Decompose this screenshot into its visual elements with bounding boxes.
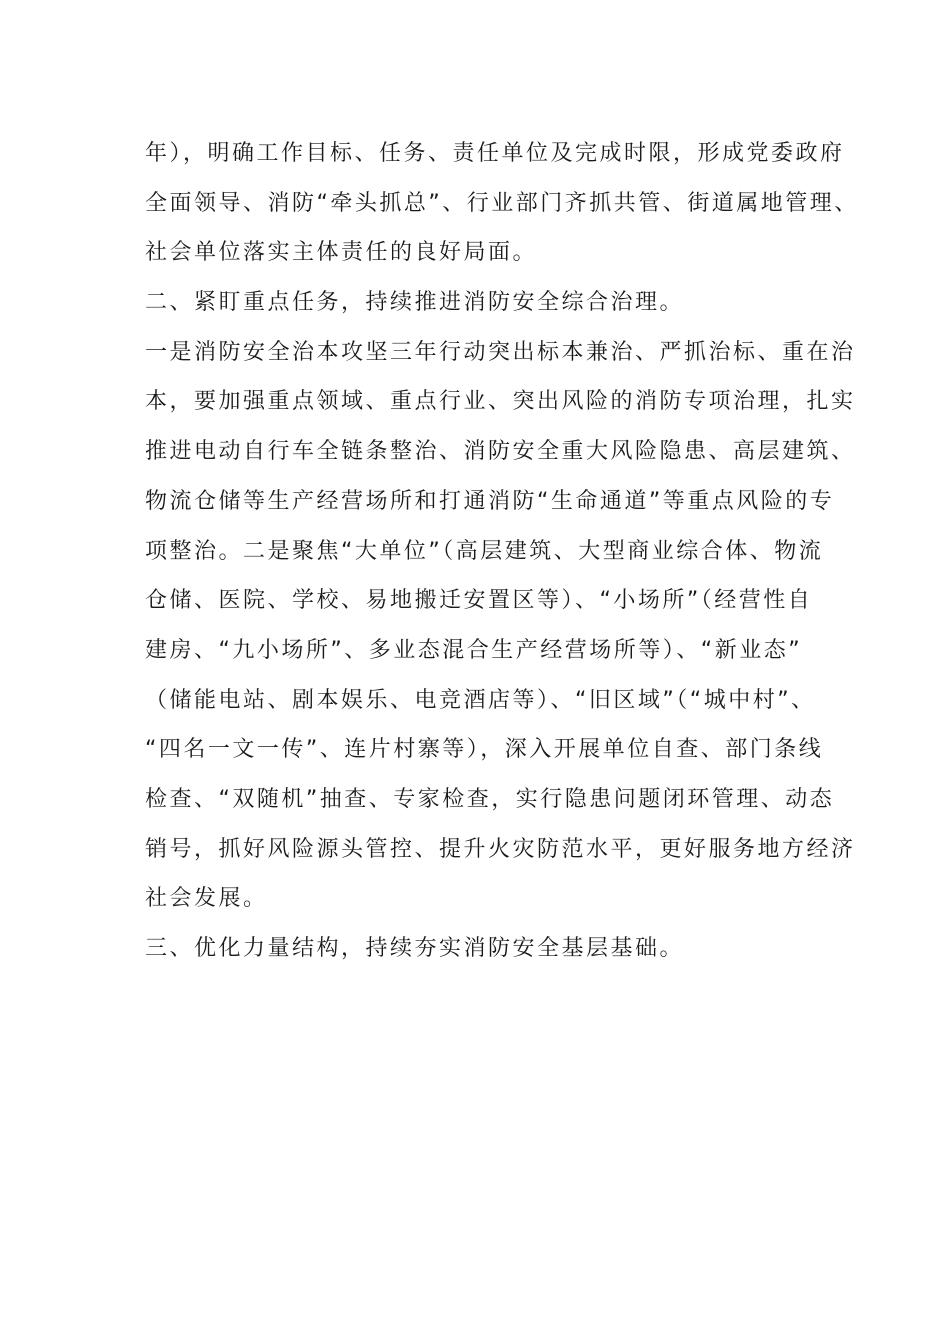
text-line: 项整治。二是聚焦“大单位”（高层建筑、大型商业综合体、物流 — [145, 538, 824, 564]
text-line: 本，要加强重点领域、重点行业、突出风险的消防专项治理，扎实 — [145, 389, 856, 415]
text-line: 销号，抓好风险源头管控、提升火灾防范水平，更好服务地方经济 — [145, 836, 856, 862]
text-line: 年），明确工作目标、任务、责任单位及完成时限，形成党委政府 — [145, 141, 845, 166]
text-line: 一是消防安全治本攻坚三年行动突出标本兼治、严抓治标、重在治 — [145, 339, 856, 365]
text-line: 建房、“九小场所”、多业态混合生产经营场所等）、“新业态” — [145, 637, 803, 663]
text-line: （储能电站、剧本娱乐、电竞酒店等）、“旧区域”（“城中村”、 — [145, 687, 816, 713]
text-line: 物流仓储等生产经营场所和打通消防“生命通道”等重点风险的专 — [145, 488, 835, 514]
text-line: 社会单位落实主体责任的良好局面。 — [145, 240, 538, 266]
text-line: 社会发展。 — [145, 886, 268, 912]
text-line: 仓储、医院、学校、易地搬迁安置区等）、“小场所”（经营性自 — [145, 588, 813, 614]
text-line: 全面领导、消防“牵头抓总”、行业部门齐抓共管、街道属地管理、 — [145, 190, 859, 216]
text-line: 推进电动自行车全链条整治、消防安全重大风险隐患、高层建筑、 — [145, 439, 856, 465]
body-text — [145, 129, 859, 974]
section-heading-2: 二、紧盯重点任务，持续推进消防安全综合治理。 — [145, 290, 685, 316]
text-line: “四名一文一传”、连片村寨等），深入开展单位自查、部门条线 — [145, 737, 824, 763]
text-line: 检查、“双随机”抽查、专家检查，实行隐患问题闭环管理、动态 — [145, 786, 835, 812]
section-heading-3: 三、优化力量结构，持续夯实消防安全基层基础。 — [145, 936, 685, 961]
